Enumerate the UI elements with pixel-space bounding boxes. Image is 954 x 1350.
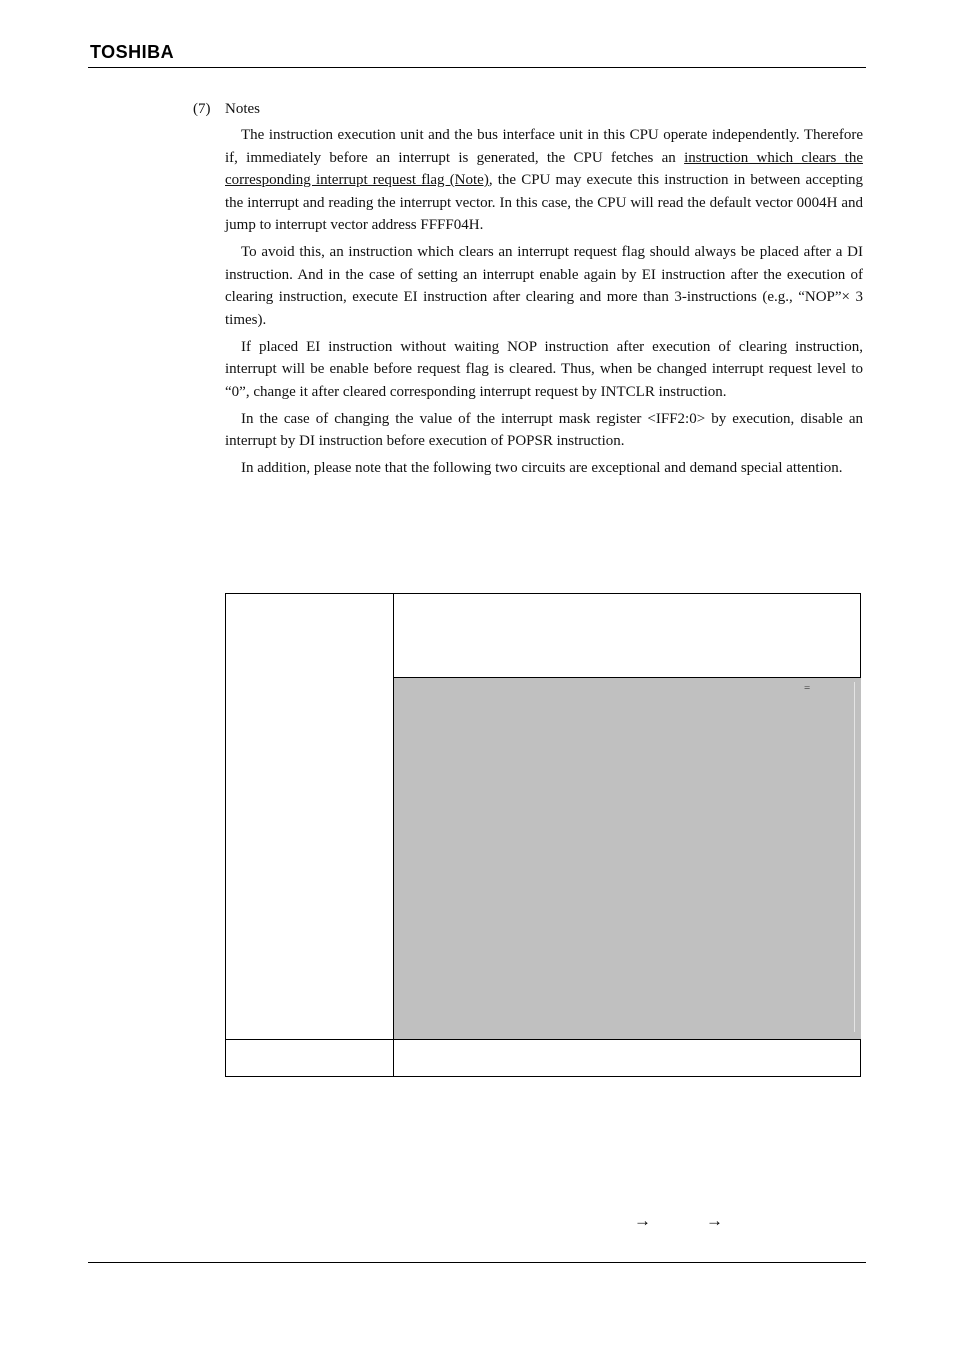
shade-edge xyxy=(854,682,855,1032)
note-reference-text: instruction which clears the corresponding interrupt request flag (Note) xyxy=(225,149,863,188)
header-rule xyxy=(88,67,866,68)
section-heading xyxy=(193,99,260,119)
exception-circuits-table xyxy=(225,593,861,1077)
toshiba-logo: TOSHIBA xyxy=(90,42,175,62)
paragraph-1-start: The instruction execution unit and the bus interface unit in this CPU operate independently. Therefore if, immediately before an interrupt is generated, the CPU fetches an xyxy=(225,127,863,166)
section-title: Notes xyxy=(225,101,260,117)
table-shaded-cell xyxy=(394,678,861,1039)
arrow-1: → xyxy=(634,1211,651,1230)
paragraph-4: In the case of changing the value of the interrupt mask register <IFF2:0> by execution, disable an interrupt by DI instruction before execution of POPSR instruction. xyxy=(225,410,863,449)
paragraph-3: If placed EI instruction without waiting NOP instruction after execution of clearing instruction, interrupt will be enable before request flag is cleared. Thus, when be changed interrupt request level to “0”, change it after cleared corresponding interrupt request by INTCLR instruction. xyxy=(225,338,863,400)
section-number: (7) xyxy=(193,101,211,117)
paragraph-1 xyxy=(225,124,863,237)
arrow-2: → xyxy=(706,1211,723,1230)
shade-mark: = xyxy=(804,682,811,694)
paragraph-1-end: , the CPU may execute this instruction in between accepting the interrupt and reading the interrupt vector. In this case, the CPU will read the default vector 0004H and jump to interrupt vector address FFFF04H. xyxy=(225,172,863,233)
footer-rule xyxy=(88,1262,866,1263)
table-bottom-row-divider xyxy=(226,1039,860,1040)
notes-body xyxy=(225,124,863,484)
paragraph-2: To avoid this, an instruction which clears an interrupt request flag should always be placed after a DI instruction. And in the case of setting an interrupt enable again by EI instruction after the execution of clearing instruction, execute EI instruction after clearing and more than 3-instructions (e.g., “NOP”× 3 times). xyxy=(225,244,863,328)
paragraph-5: In addition, please note that the following two circuits are exceptional and demand special attention. xyxy=(241,460,843,476)
